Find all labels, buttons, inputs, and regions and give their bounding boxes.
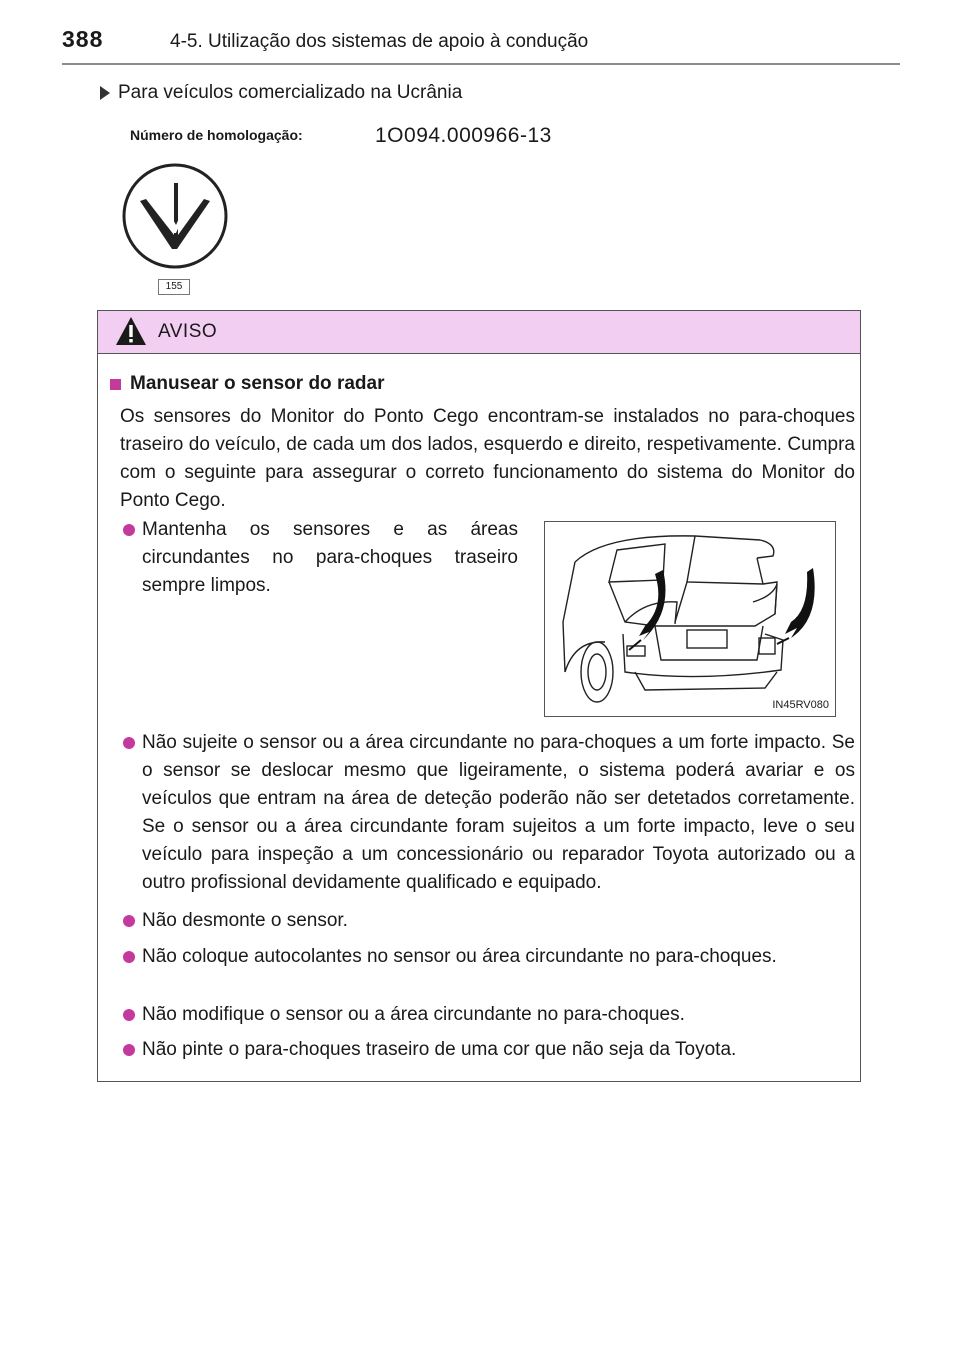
list-item-text: Não modifique o sensor ou a área circundante no para-choques. bbox=[142, 1004, 685, 1025]
list-item bbox=[142, 907, 855, 935]
list-item bbox=[142, 1036, 855, 1064]
intro-paragraph: Os sensores do Monitor do Ponto Cego encontram-se instalados no para-choques traseiro do veículo, de cada um dos lados, esquerdo e direito, respetivamente. Cumpra com o seguinte para assegurar o correto funcionamento do sistema do Monitor do Ponto Cego. bbox=[120, 406, 855, 511]
bullet-dot-icon bbox=[123, 915, 135, 927]
ukraine-conformity-mark bbox=[120, 163, 230, 298]
list-item-text: Não pinte o para-choques traseiro de uma cor que não seja da Toyota. bbox=[142, 1039, 737, 1060]
car-sensor-diagram bbox=[545, 522, 835, 716]
list-item-text: Mantenha os sensores e as áreas circundantes no para-choques traseiro sempre limpos. bbox=[142, 519, 518, 596]
list-item bbox=[142, 729, 855, 897]
section-title: 4-5. Utilização dos sistemas de apoio à condução bbox=[170, 31, 589, 52]
page-number: 388 bbox=[62, 26, 104, 52]
bullet-dot-icon bbox=[123, 951, 135, 963]
square-bullet-icon bbox=[110, 379, 121, 390]
bullet-dot-icon bbox=[123, 1009, 135, 1021]
triangle-bullet-icon bbox=[100, 86, 110, 100]
bullet-dot-icon bbox=[123, 1044, 135, 1056]
warning-header bbox=[98, 311, 860, 354]
bullet-dot-icon bbox=[123, 524, 135, 536]
market-note-text: Para veículos comercializado na Ucrânia bbox=[118, 82, 463, 103]
header-divider bbox=[62, 63, 900, 65]
bullet-dot-icon bbox=[123, 737, 135, 749]
warning-title: AVISO bbox=[158, 321, 218, 342]
conformity-mark-icon bbox=[120, 163, 230, 273]
warning-box bbox=[97, 310, 861, 1082]
car-rear-illustration bbox=[544, 521, 836, 717]
conformity-mark-code: 155 bbox=[158, 279, 190, 295]
list-item-text: Não desmonte o sensor. bbox=[142, 910, 348, 931]
warning-triangle-icon bbox=[115, 316, 147, 346]
homologation-number: 1O094.000966-13 bbox=[375, 124, 552, 147]
list-item-text: Não sujeite o sensor ou a área circundante no para-choques a um forte impacto. Se o sensor se deslocar mesmo que ligeiramente, o sistema poderá avariar e os veículos que entram na área de deteção poderão não ser detetados corretamente. Se o sensor ou a área circundante foram sujeitos a um forte impacto, leve o seu veículo para inspeção a um concessionário ou reparador Toyota autorizado ou a outro profissional devidamente qualificado e equipado. bbox=[142, 732, 855, 893]
list-item bbox=[142, 516, 518, 600]
list-item bbox=[142, 943, 855, 971]
market-note bbox=[100, 82, 462, 104]
homologation-label: Número de homologação: bbox=[130, 127, 303, 143]
section-heading bbox=[110, 373, 384, 395]
section-heading-text: Manusear o sensor do radar bbox=[130, 373, 385, 394]
figure-code: IN45RV080 bbox=[772, 699, 829, 711]
list-item-text: Não coloque autocolantes no sensor ou área circundante no para-choques. bbox=[142, 946, 777, 967]
list-item bbox=[142, 1001, 855, 1029]
